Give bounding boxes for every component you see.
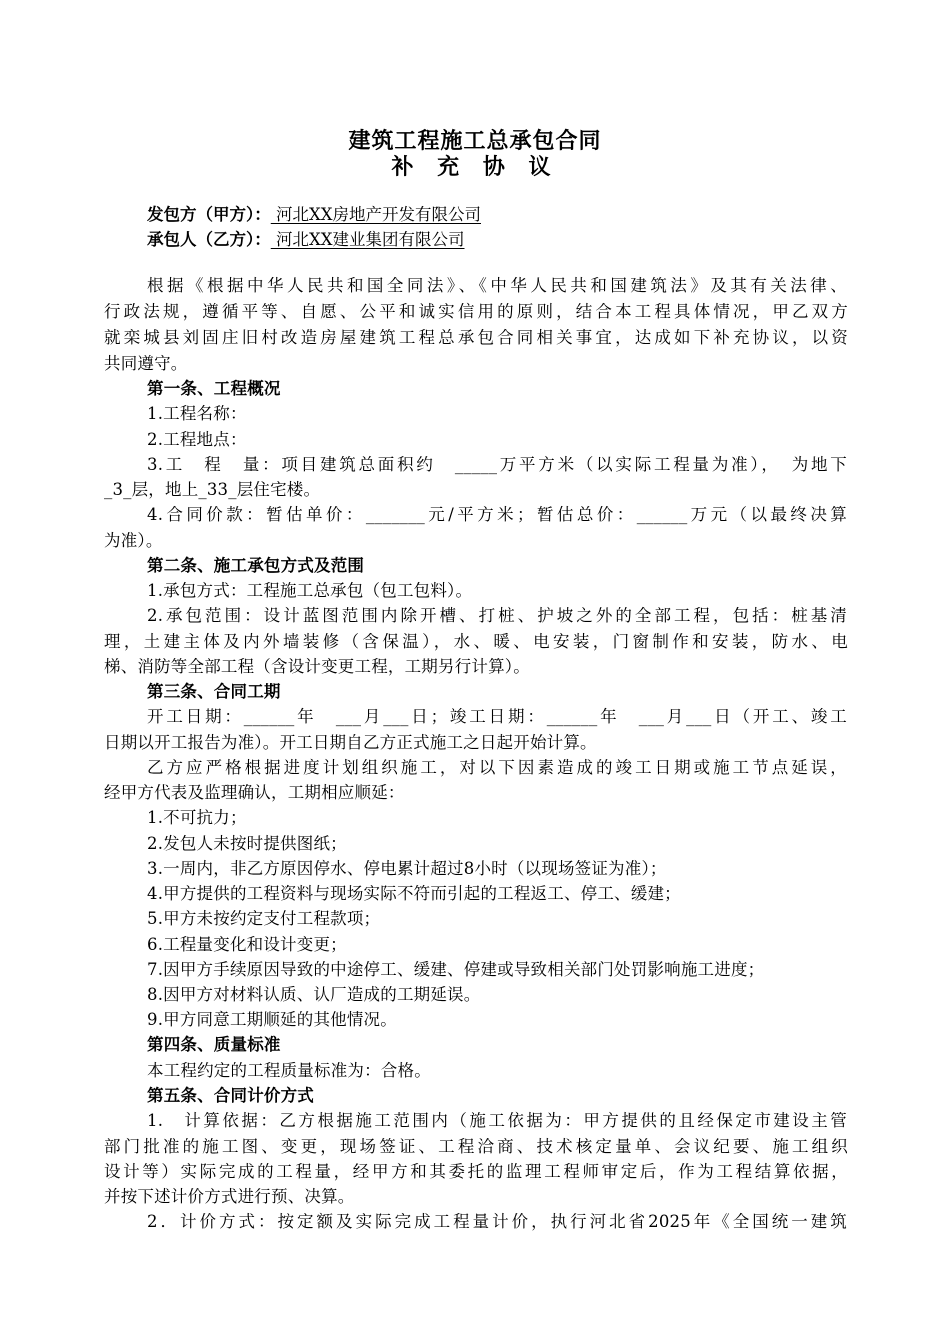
party-a-label: 发包方（甲方）： (147, 205, 271, 224)
party-a-value: 河北XX房地产开发有限公司 (270, 205, 481, 224)
section-heading: 第五条、合同计价方式 (147, 1086, 314, 1105)
body-line: 2.工程地点： (147, 430, 247, 449)
body-line: 5.甲方未按约定支付工程款项； (147, 909, 381, 928)
body-line: 8.因甲方对材料认质、认厂造成的工期延误。 (147, 985, 481, 1004)
body-line: 6.工程量变化和设计变更； (147, 935, 347, 954)
body-line: 日期以开工报告为准）。开工日期自乙方正式施工之日起开始计算。 (104, 733, 597, 752)
body-line: 理，土建主体及内外墙装修（含保温），水、暖、电安装，门窗制作和安装，防水、电 (104, 632, 848, 651)
body-line: 根据《根据中华人民共和国全同法》、《中华人民共和国建筑法》及其有关法律、 (147, 276, 847, 295)
body-line: 部门批准的施工图、变更，现场签证、工程洽商、技术核定量单、会议纪要、施工组织 (104, 1137, 848, 1156)
body-line: 4.甲方提供的工程资料与现场实际不符而引起的工程返工、停工、缓建； (147, 884, 681, 903)
section-heading: 第二条、施工承包方式及范围 (147, 556, 365, 575)
body-line: 4.合同价款：暂估单价：_______元/平方米；暂估总价：______万元（以最终决算 (147, 505, 847, 524)
body-line: 7.因甲方手续原因导致的中途停工、缓建、停建或导致相关部门处罚影响施工进度； (147, 960, 765, 979)
body-line: 乙方应严格根据进度计划组织施工，对以下因素造成的竣工日期或施工节点延误， (147, 758, 847, 777)
body-line: 经甲方代表及监理确认，工期相应顺延： (104, 783, 405, 802)
section-heading: 第一条、工程概况 (147, 379, 281, 398)
body-line: 为准）。 (104, 531, 163, 550)
body-line: 2.承包范围：设计蓝图范围内除开槽、打桩、护坡之外的全部工程，包括：桩基清 (147, 606, 847, 625)
body-line: _3_层，地上_33_层住宅楼。 (104, 480, 321, 499)
body-line: 1. 计算依据：乙方根据施工范围内（施工依据为：甲方提供的且经保定市建设主管 (147, 1111, 847, 1130)
party-b-value: 河北XX建业集团有限公司 (270, 230, 465, 249)
document-subtitle: 补 充 协 议 (391, 154, 559, 180)
document-title: 建筑工程施工总承包合同 (348, 128, 602, 154)
party-b-label: 承包人（乙方）： (147, 230, 271, 249)
party-b (147, 226, 465, 250)
body-line: 行政法规，遵循平等、自愿、公平和诚实信用的原则，结合本工程具体情况，甲乙双方 (104, 302, 848, 321)
body-line: 3.一周内，非乙方原因停水、停电累计超过8小时（以现场签证为准）； (147, 859, 667, 878)
body-line: 设计等）实际完成的工程量，经甲方和其委托的监理工程师审定后，作为工程结算依据， (104, 1162, 848, 1181)
body-line: 2．计价方式：按定额及实际完成工程量计价，执行河北省2025年《全国统一建筑 (147, 1212, 847, 1231)
body-line: 本工程约定的工程质量标准为：合格。 (147, 1061, 431, 1080)
body-line: 共同遵守。 (104, 354, 188, 373)
party-a (147, 201, 481, 225)
body-line: 2.发包人未按时提供图纸； (147, 834, 347, 853)
body-line: 1.不可抗力； (147, 808, 247, 827)
body-line: 1.承包方式：工程施工总承包（包工包料）。 (147, 581, 473, 600)
section-heading: 第三条、合同工期 (147, 682, 281, 701)
body-line: 1.工程名称： (147, 404, 247, 423)
body-line: 就栾城县刘固庄旧村改造房屋建筑工程总承包合同相关事宜，达成如下补充协议，以资 (104, 328, 848, 347)
body-line: 开工日期：______年 ___月___日；竣工日期：______年 ___月___日（开工、竣工 (147, 707, 847, 726)
body-line: 梯、消防等全部工程（含设计变更工程，工期另行计算）。 (104, 657, 530, 676)
body-line: 并按下述计价方式进行预、决算。 (104, 1187, 355, 1206)
body-line: 3.工 程 量：项目建筑总面积约 _____万平方米（以实际工程量为准）， 为地下 (147, 455, 847, 474)
section-heading: 第四条、质量标准 (147, 1035, 281, 1054)
body-line: 9.甲方同意工期顺延的其他情况。 (147, 1010, 397, 1029)
